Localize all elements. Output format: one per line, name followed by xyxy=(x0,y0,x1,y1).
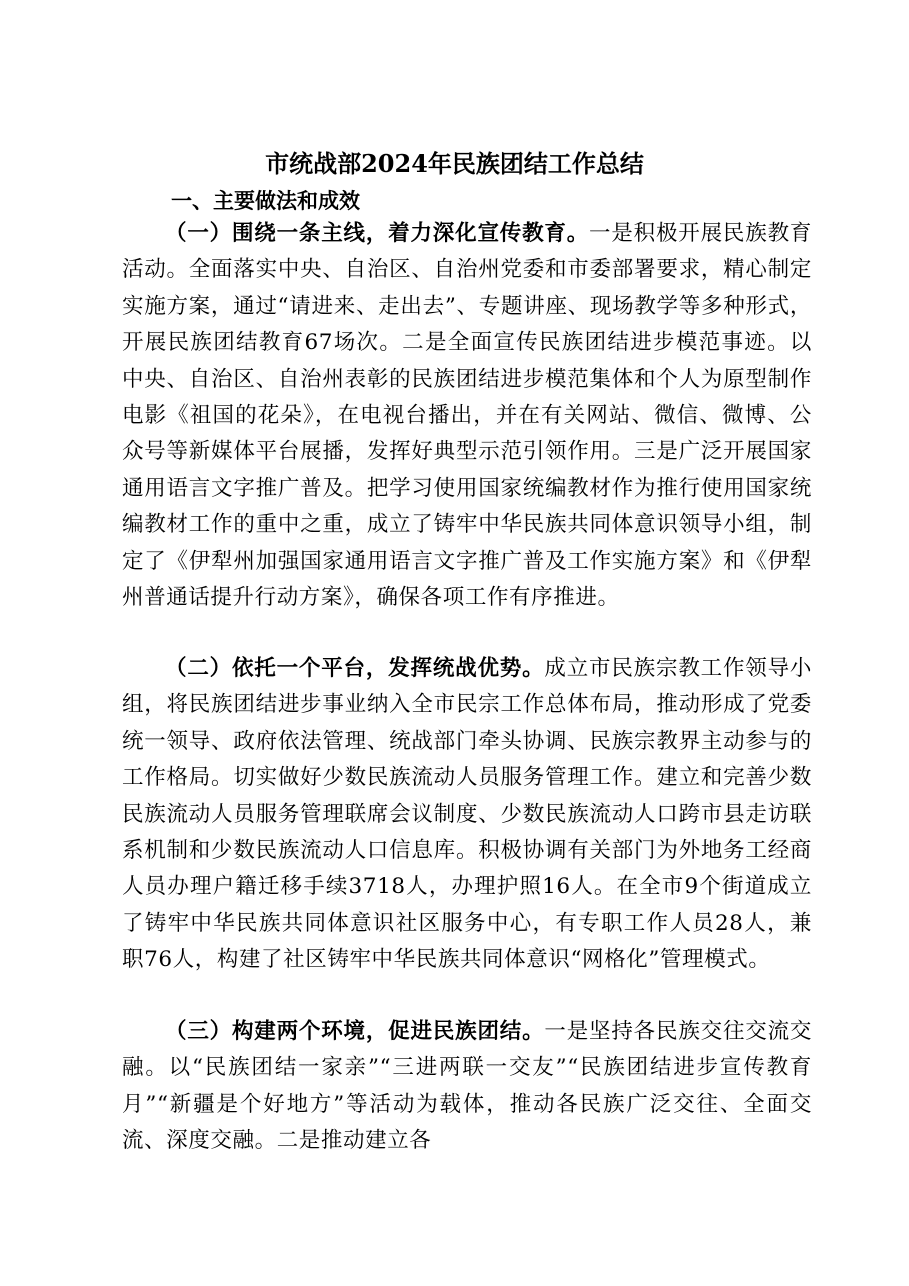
paragraph-lead: （三）构建两个环境，促进民族团结。 xyxy=(165,1019,545,1044)
paragraph-body: 一是积极开展民族教育活动。全面落实中央、自治区、自治州党委和市委部署要求，精心制定实施方案，通过“请进来、走出去”、专题讲座、现场教学等多种形式，开展民族团结教育67场次。二是全面宣传民族团结进步模范事迹。以中央、自治区、自治州表彰的民族团结进步模范集体和个人为原型制作电影《祖国的花朵》，在电视台播出，并在有关网站、微信、微博、公众号等新媒体平台展播，发挥好典型示范引领作用。三是广泛开展国家通用语言文字推广普及。把学习使用国家统编教材作为推行使用国家统编教材工作的重中之重，成立了铸牢中华民族共同体意识领导小组，制定了《伊犁州加强国家通用语言文字推广普及工作实施方案》和《伊犁州普通话提升行动方案》，确保各项工作有序推进。 xyxy=(122,221,812,611)
paragraph-body: 一是坚持各民族交往交流交融。以“民族团结一家亲”“三进两联一交友”“民族团结进步宣传教育月”“新疆是个好地方”等活动为载体，推动各民族广泛交往、全面交流、深度交融。二是推动建立各 xyxy=(122,1019,813,1154)
paragraph xyxy=(122,216,812,616)
paragraph xyxy=(122,1014,812,1160)
section-heading: 一、主要做法和成效 xyxy=(171,189,360,213)
paragraph xyxy=(122,651,812,979)
paragraph-lead: （二）依托一个平台，发挥统战优势。 xyxy=(165,656,545,681)
document-title: 市统战部2024年民族团结工作总结 xyxy=(265,149,644,178)
paragraph-body: 成立市民族宗教工作领导小组，将民族团结进步事业纳入全市民宗工作总体布局，推动形成了党委统一领导、政府依法管理、统战部门牵头协调、民族宗教界主动参与的工作格局。切实做好少数民族流动人员服务管理工作。建立和完善少数民族流动人员服务管理联席会议制度、少数民族流动人口跨市县走访联系机制和少数民族流动人口信息库。积极协调有关部门为外地务工经商人员办理户籍迁移手续3718人，办理护照16人。在全市9个街道成立了铸牢中华民族共同体意识社区服务中心，有专职工作人员28人，兼职76人，构建了社区铸牢中华民族共同体意识“网格化”管理模式。 xyxy=(122,656,813,973)
paragraph-lead: （一）围绕一条主线，着力深化宣传教育。 xyxy=(165,221,590,246)
